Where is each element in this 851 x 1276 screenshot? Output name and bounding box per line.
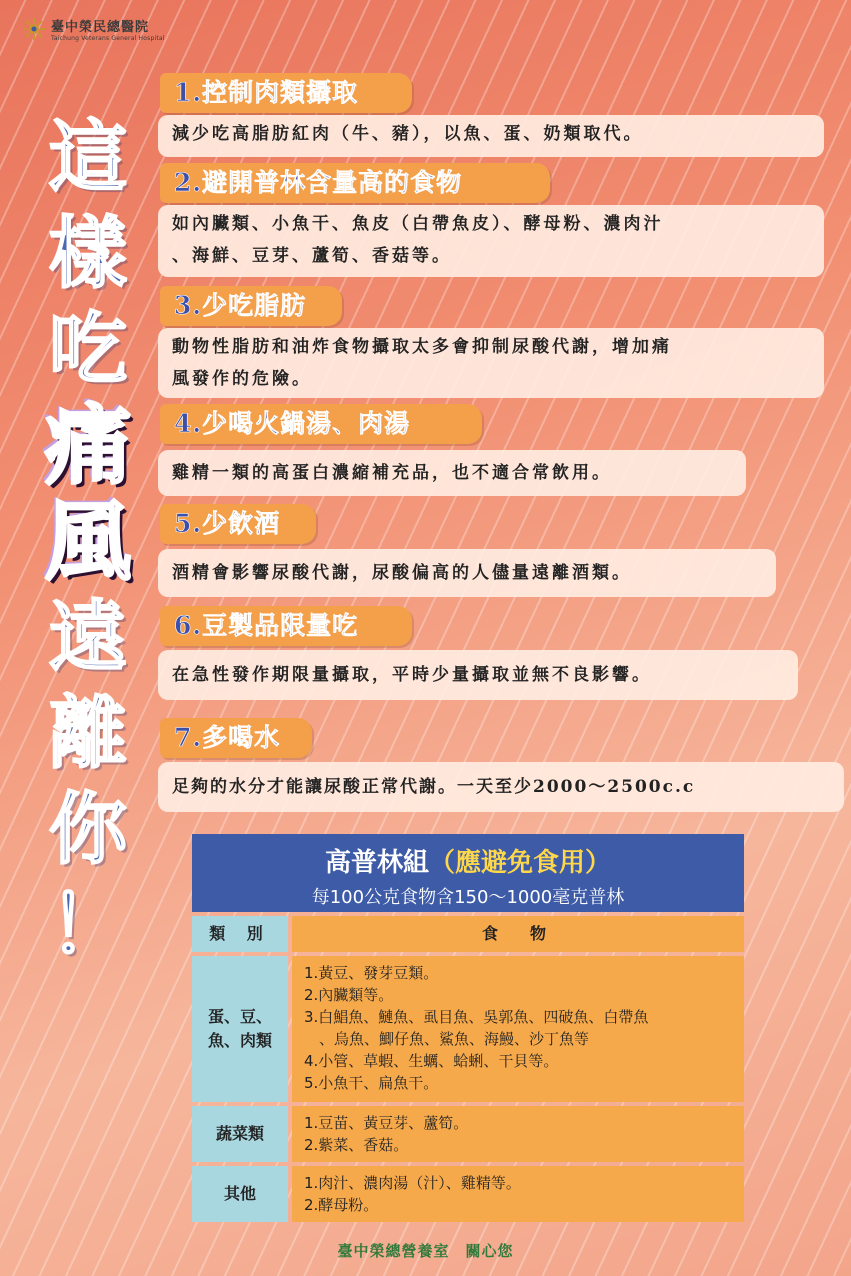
section-2-title: 2.避開普林含量高的食物 bbox=[160, 163, 550, 203]
section-5-line: 酒精會影響尿酸代謝，尿酸偏高的人儘量遠離酒類。 bbox=[172, 563, 632, 583]
section-6-title: 6.豆製品限量吃 bbox=[160, 606, 412, 646]
hospital-name-en: Taichung Veterans General Hospital bbox=[51, 35, 165, 42]
title-char-highlight: 痛 bbox=[45, 395, 131, 496]
purine-table-column-headers bbox=[192, 916, 744, 952]
row-item: 4.小管、草蝦、生蠣、蛤蜊、干貝等。 bbox=[304, 1052, 559, 1070]
title-char: 你 bbox=[48, 784, 127, 875]
section-1-line: 減少吃高脂肪紅肉（牛、豬），以魚、蛋、奶類取代。 bbox=[172, 124, 644, 144]
row-item: 1.肉汁、濃肉湯（汁）、雞精等。 bbox=[304, 1174, 521, 1192]
purine-table-header bbox=[192, 834, 744, 912]
hospital-emblem-icon bbox=[22, 17, 46, 41]
hospital-logo bbox=[22, 16, 165, 42]
table-row bbox=[192, 956, 744, 1102]
row-category: 蔬菜類 bbox=[192, 1106, 288, 1162]
column-header-food: 食 物 bbox=[292, 916, 744, 952]
title-char: ！ bbox=[48, 880, 127, 971]
row-items bbox=[292, 1166, 744, 1222]
section-6-line: 在急性發作期限量攝取，平時少量攝取並無不良影響。 bbox=[172, 665, 652, 685]
title-char: 遠 bbox=[48, 592, 127, 683]
section-6-body bbox=[158, 650, 798, 700]
purine-table-title: 高普林組 bbox=[324, 848, 429, 878]
section-7-body bbox=[158, 762, 844, 812]
section-3-body bbox=[158, 328, 824, 398]
vertical-title bbox=[38, 110, 138, 974]
table-row bbox=[192, 1106, 744, 1162]
section-1-body bbox=[158, 115, 824, 157]
section-1-title: 1.控制肉類攝取 bbox=[160, 73, 412, 113]
hospital-name-cn: 臺中榮民總醫院 bbox=[51, 20, 150, 35]
title-char: 離 bbox=[48, 688, 127, 779]
column-header-category: 類 別 bbox=[192, 916, 288, 952]
row-item: 1.黃豆、發芽豆類。 bbox=[304, 964, 439, 982]
row-items bbox=[292, 956, 744, 1102]
section-4-title: 4.少喝火鍋湯、肉湯 bbox=[160, 404, 482, 444]
row-category: 蛋、豆、 魚、肉類 bbox=[192, 956, 288, 1102]
section-2-body bbox=[158, 205, 824, 277]
section-7-line: 足夠的水分才能讓尿酸正常代謝。一天至少2000～2500c.c bbox=[172, 777, 696, 797]
row-items bbox=[292, 1106, 744, 1162]
section-2-line: 、海鮮、豆芽、蘆筍、香菇等。 bbox=[172, 246, 452, 266]
title-char-highlight: 風 bbox=[45, 491, 131, 592]
purine-table-note: （應避免食用） bbox=[429, 848, 612, 878]
title-char: 吃 bbox=[48, 304, 127, 395]
row-item: 2.酵母粉。 bbox=[304, 1196, 379, 1214]
section-4-line: 雞精一類的高蛋白濃縮補充品，也不適合常飲用。 bbox=[172, 463, 612, 483]
row-item: 5.小魚干、扁魚干。 bbox=[304, 1074, 439, 1092]
row-item: 2.內臟類等。 bbox=[304, 986, 394, 1004]
section-7-title: 7.多喝水 bbox=[160, 718, 312, 758]
section-3-title: 3.少吃脂肪 bbox=[160, 286, 342, 326]
section-3-line: 動物性脂肪和油炸食物攝取太多會抑制尿酸代謝，增加痛 bbox=[172, 337, 672, 357]
row-category: 其他 bbox=[192, 1166, 288, 1222]
row-item: 3.白鯧魚、鰱魚、虱目魚、吳郭魚、四破魚、白帶魚 bbox=[304, 1008, 649, 1026]
purine-table-subtitle: 每100公克食物含150～1000毫克普林 bbox=[311, 887, 625, 908]
section-5-title: 5.少飲酒 bbox=[160, 504, 316, 544]
table-row bbox=[192, 1166, 744, 1222]
section-5-body bbox=[158, 549, 776, 597]
row-item: 2.紫菜、香菇。 bbox=[304, 1136, 409, 1154]
section-4-body bbox=[158, 450, 746, 496]
title-char: 這 bbox=[48, 112, 127, 203]
section-3-line: 風發作的危險。 bbox=[172, 369, 312, 389]
title-char: 樣 bbox=[48, 208, 127, 299]
row-item: 、烏魚、鯽仔魚、鯊魚、海鰻、沙丁魚等 bbox=[304, 1030, 590, 1048]
section-2-line: 如內臟類、小魚干、魚皮（白帶魚皮）、酵母粉、濃肉汁 bbox=[172, 214, 664, 234]
row-item: 1.豆苗、黃豆芽、蘆筍。 bbox=[304, 1114, 469, 1132]
footer-credit: 臺中榮總營養室 關心您 bbox=[337, 1242, 514, 1260]
